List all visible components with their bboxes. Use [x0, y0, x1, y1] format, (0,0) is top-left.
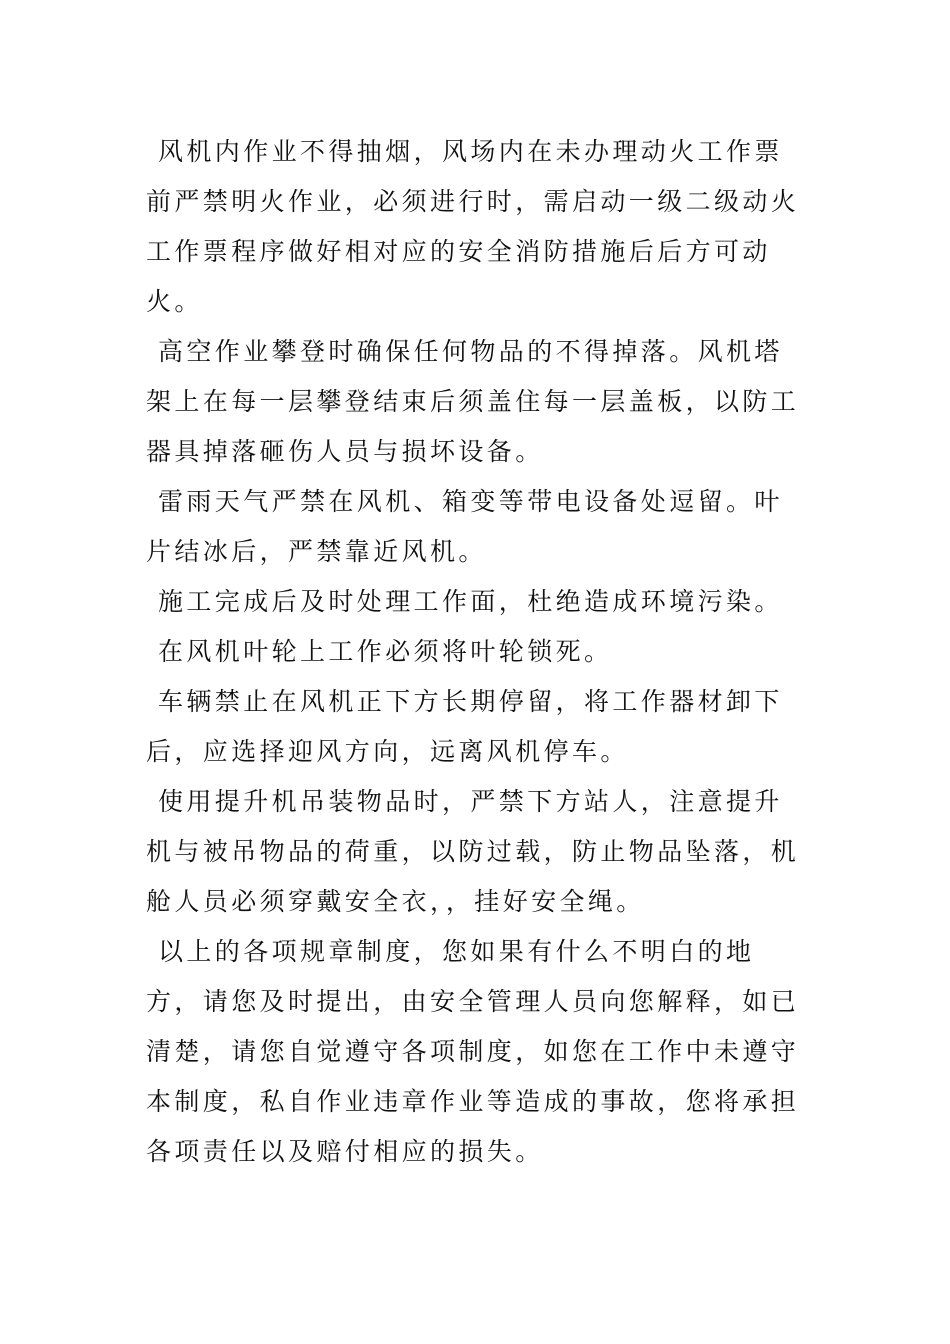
paragraph-height-work: 高空作业攀登时确保任何物品的不得掉落。风机塔架上在每一层攀登结束后须盖住每一层盖板，以防工器具掉落砸伤人员与损坏设备。 [146, 337, 800, 466]
paragraph-rotor-lock: 在风机叶轮上工作必须将叶轮锁死。 [158, 637, 613, 666]
paragraph-vehicle-parking: 车辆禁止在风机正下方长期停留，将工作器材卸下后，应选择迎风方向，远离风机停车。 [146, 687, 783, 766]
paragraph-no-smoking: 风机内作业不得抽烟，风场内在未办理动火工作票前严禁明火作业，必须进行时，需启动一级二级动火工作票程序做好相对应的安全消防措施后后方可动火。 [146, 137, 800, 316]
paragraph-hoist-lifting: 使用提升机吊装物品时，严禁下方站人，注意提升机与被吊物品的荷重，以防过载，防止物品坠落，机舱人员必须穿戴安全衣，，挂好安全绳。 [146, 787, 800, 916]
paragraph-thunderstorm: 雷雨天气严禁在风机、箱变等带电设备处逗留。叶片结冰后，严禁靠近风机。 [146, 487, 783, 566]
document-body [146, 127, 806, 1177]
paragraph-cleanup: 施工完成后及时处理工作面，杜绝造成环境污染。 [158, 587, 783, 616]
paragraph-compliance-notice: 以上的各项规章制度，您如果有什么不明白的地方，请您及时提出，由安全管理人员向您解释，如已清楚，请您自觉遵守各项制度，如您在工作中未遵守本制度，私自作业违章作业等造成的事故，您将承担各项责任以及赔付相应的损失。 [146, 937, 800, 1166]
